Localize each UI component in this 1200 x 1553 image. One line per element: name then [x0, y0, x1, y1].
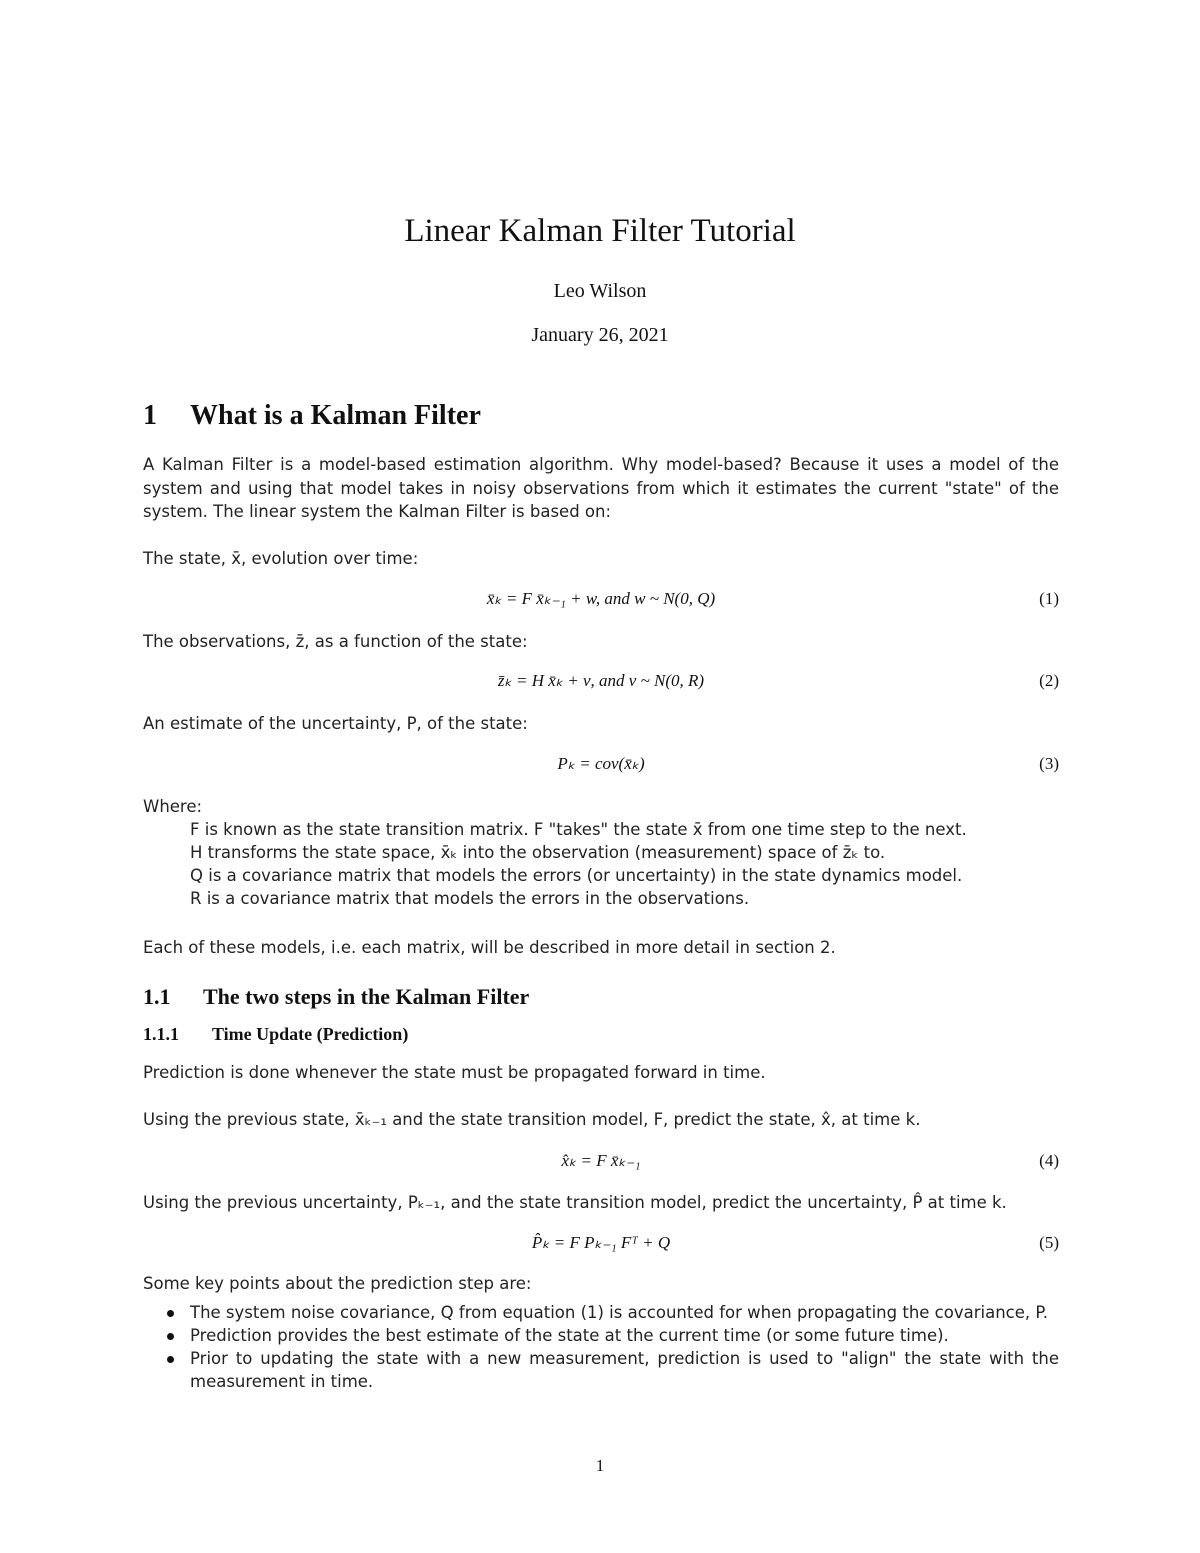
- previous-uncertainty-paragraph: Using the previous uncertainty, Pₖ₋₁, and the state transition model, predict the uncertainty, P̂ at time k.: [143, 1193, 1007, 1212]
- section-title: The two steps in the Kalman Filter: [203, 984, 530, 1009]
- equation-number: (3): [1039, 754, 1059, 773]
- closing-paragraph: Each of these models, i.e. each matrix, will be described in more detail in section 2.: [143, 938, 836, 957]
- intro-paragraph: A Kalman Filter is a model-based estimation algorithm. Why model-based? Because it uses a model of the system and using that model takes in noisy observations from which it estimates the current "state" of the system. The linear system the Kalman Filter is based on:: [143, 455, 1059, 521]
- key-points-intro: Some key points about the prediction step are:: [143, 1274, 532, 1293]
- list-item-text: Prior to updating the state with a new measurement, prediction is used to "align" the state with the measurement in time.: [190, 1349, 1059, 1391]
- section-number: 1: [143, 400, 157, 431]
- section-title: What is a Kalman Filter: [190, 400, 481, 431]
- page-number: 1: [595, 1456, 605, 1475]
- equation-body: z̄ₖ = H x̄ₖ + ν, and ν ~ N(0, R): [497, 671, 705, 690]
- list-item: [163, 1347, 1059, 1393]
- equation-number: (4): [1039, 1151, 1059, 1170]
- equation-number: (1): [1039, 589, 1059, 608]
- document-title: Linear Kalman Filter Tutorial: [404, 213, 796, 249]
- definition-item: F is known as the state transition matrix. F "takes" the state x̄ from one time step to the next.: [190, 820, 967, 839]
- observations-label: The observations, z̄, as a function of the state:: [143, 632, 528, 651]
- section-number: 1.1: [143, 984, 171, 1009]
- section-1-heading: [143, 400, 481, 432]
- equation-body: Pₖ = cov(x̄ₖ): [557, 754, 645, 773]
- prediction-paragraph: Prediction is done whenever the state must be propagated forward in time.: [143, 1063, 766, 1082]
- bullet-icon: [167, 1333, 174, 1340]
- where-label: Where:: [143, 797, 203, 816]
- equation-body: P̂ₖ = F Pₖ₋₁ Fᵀ + Q: [531, 1233, 671, 1252]
- equation-body: x̂ₖ = F x̄ₖ₋₁: [561, 1151, 641, 1170]
- state-label: The state, x̄, evolution over time:: [143, 549, 419, 568]
- equation-number: (2): [1039, 671, 1059, 690]
- equation-number: (5): [1039, 1233, 1059, 1252]
- list-item: [163, 1301, 1059, 1324]
- definition-item: R is a covariance matrix that models the errors in the observations.: [190, 889, 750, 908]
- list-item-text: The system noise covariance, Q from equation (1) is accounted for when propagating the covariance, P.: [190, 1303, 1048, 1322]
- section-title: Time Update (Prediction): [212, 1024, 409, 1044]
- section-1-1-heading: [143, 984, 529, 1010]
- bullet-icon: [167, 1310, 174, 1317]
- key-points-list: [163, 1301, 1059, 1393]
- section-number: 1.1.1: [143, 1024, 179, 1044]
- definition-item: Q is a covariance matrix that models the errors (or uncertainty) in the state dynamics model.: [190, 866, 963, 885]
- document-author: Leo Wilson: [553, 280, 647, 302]
- uncertainty-label: An estimate of the uncertainty, P, of the state:: [143, 714, 528, 733]
- previous-state-paragraph: Using the previous state, x̄ₖ₋₁ and the state transition model, F, predict the state, x̂, at time k.: [143, 1110, 921, 1129]
- bullet-icon: [167, 1356, 174, 1363]
- list-item-text: Prediction provides the best estimate of the state at the current time (or some future time).: [190, 1326, 949, 1345]
- equation-body: x̄ₖ = F x̄ₖ₋₁ + w, and w ~ N(0, Q): [486, 589, 716, 608]
- definitions-list: [190, 818, 1070, 910]
- document-date: January 26, 2021: [531, 324, 669, 346]
- definition-item: H transforms the state space, x̄ₖ into the observation (measurement) space of z̄ₖ to.: [190, 843, 886, 862]
- section-1-1-1-heading: [143, 1024, 408, 1045]
- list-item: [163, 1324, 1059, 1347]
